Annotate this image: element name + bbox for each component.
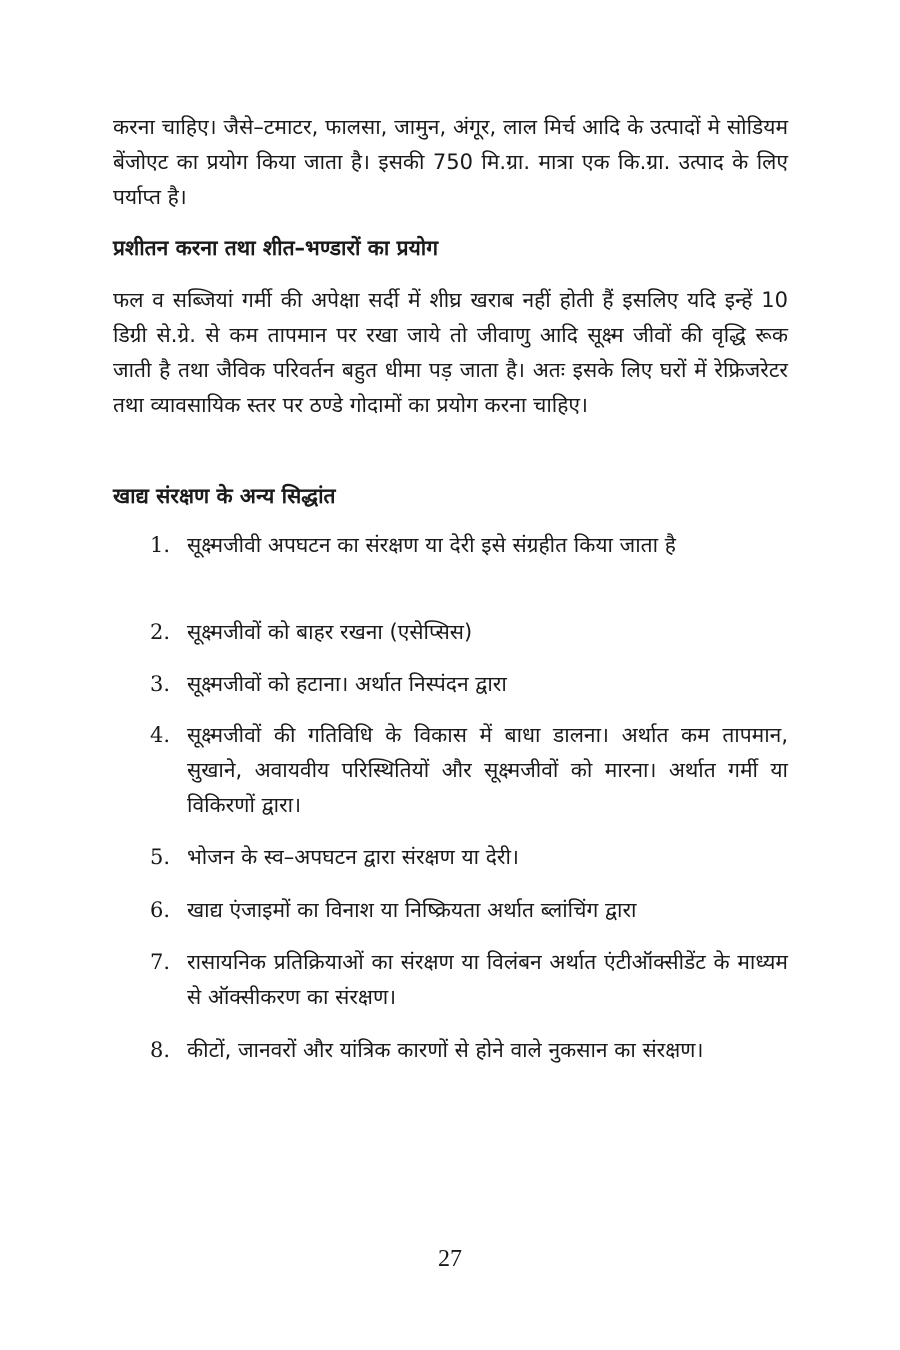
section-heading-other-principles: खाद्य संरक्षण के अन्य सिद्धांत: [113, 484, 336, 508]
list-item: [150, 945, 788, 1015]
list-item-number: 4.: [150, 723, 171, 747]
section-heading-refrigeration: प्रशीतन करना तथा शीत–भण्डारों का प्रयोग: [113, 236, 439, 260]
list-item-number: 8.: [150, 1038, 171, 1062]
list-item-number: 2.: [150, 620, 171, 644]
paragraph-preservative-usage: करना चाहिए। जैसे–टमाटर, फालसा, जामुन, अंगूर, लाल मिर्च आदि के उत्पादों मे सोडियम बेंजोएट का प्रयोग किया जाता है। इसकी 750 मि.ग्रा. मात्रा एक कि.ग्रा. उत्पाद के लिए पर्याप्त है।: [113, 115, 788, 209]
list-item-number: 6.: [150, 898, 171, 922]
list-item-text: कीटों, जानवरों और यांत्रिक कारणों से होने वाले नुकसान का संरक्षण।: [187, 1038, 704, 1062]
list-item: [150, 667, 788, 702]
list-item-number: 7.: [150, 950, 171, 974]
list-item-text: भोजन के स्व–अपघटन द्वारा संरक्षण या देरी।: [187, 845, 519, 869]
list-item: [150, 1033, 788, 1068]
list-item-text: सूक्ष्मजीवों की गतिविधि के विकास में बाधा डालना। अर्थात कम तापमान, सुखाने, अवायवीय परिस्थितियों और सूक्ष्मजीवों को मारना। अर्थात गर्मी या विकिरणों द्वारा।: [187, 723, 788, 817]
paragraph-refrigeration: फल व सब्जियां गर्मी की अपेक्षा सर्दी में शीघ्र खराब नहीं होती हैं इसलिए यदि इन्हें 10 डिग्री से.ग्रे. से कम तापमान पर रखा जाये तो जीवाणु आदि सूक्ष्म जीवों की वृद्धि रूक जाती है तथा जैविक परिवर्तन बहुत धीमा पड़ जाता है। अतः इसके लिए घरों में रेफ्रिजरेटर तथा व्यावसायिक स्तर पर ठण्डे गोदामों का प्रयोग करना चाहिए।: [113, 288, 788, 417]
list-item-text: सूक्ष्मजीवी अपघटन का संरक्षण या देरी इसे संग्रहीत किया जाता है: [187, 533, 676, 557]
list-item-number: 3.: [150, 672, 171, 696]
list-item: [150, 528, 788, 563]
list-item-number: 5.: [150, 845, 171, 869]
list-item-number: 1.: [150, 533, 171, 557]
list-item: [150, 893, 788, 928]
list-item-text: सूक्ष्मजीवों को हटाना। अर्थात निस्पंदन द्वारा: [187, 672, 507, 696]
list-item-text: खाद्य एंजाइमों का विनाश या निष्क्रियता अर्थात ब्लांचिंग द्वारा: [187, 898, 637, 922]
list-item: [150, 615, 788, 650]
list-item-text: सूक्ष्मजीवों को बाहर रखना (एसेप्सिस): [187, 620, 473, 644]
list-item: [150, 718, 788, 823]
list-item-text: रासायनिक प्रतिक्रियाओं का संरक्षण या विलंबन अर्थात एंटीऑक्सीडेंट के माध्यम से ऑक्सीकरण का संरक्षण।: [187, 950, 788, 1009]
list-item: [150, 840, 788, 875]
page-number: 27: [438, 1246, 462, 1272]
